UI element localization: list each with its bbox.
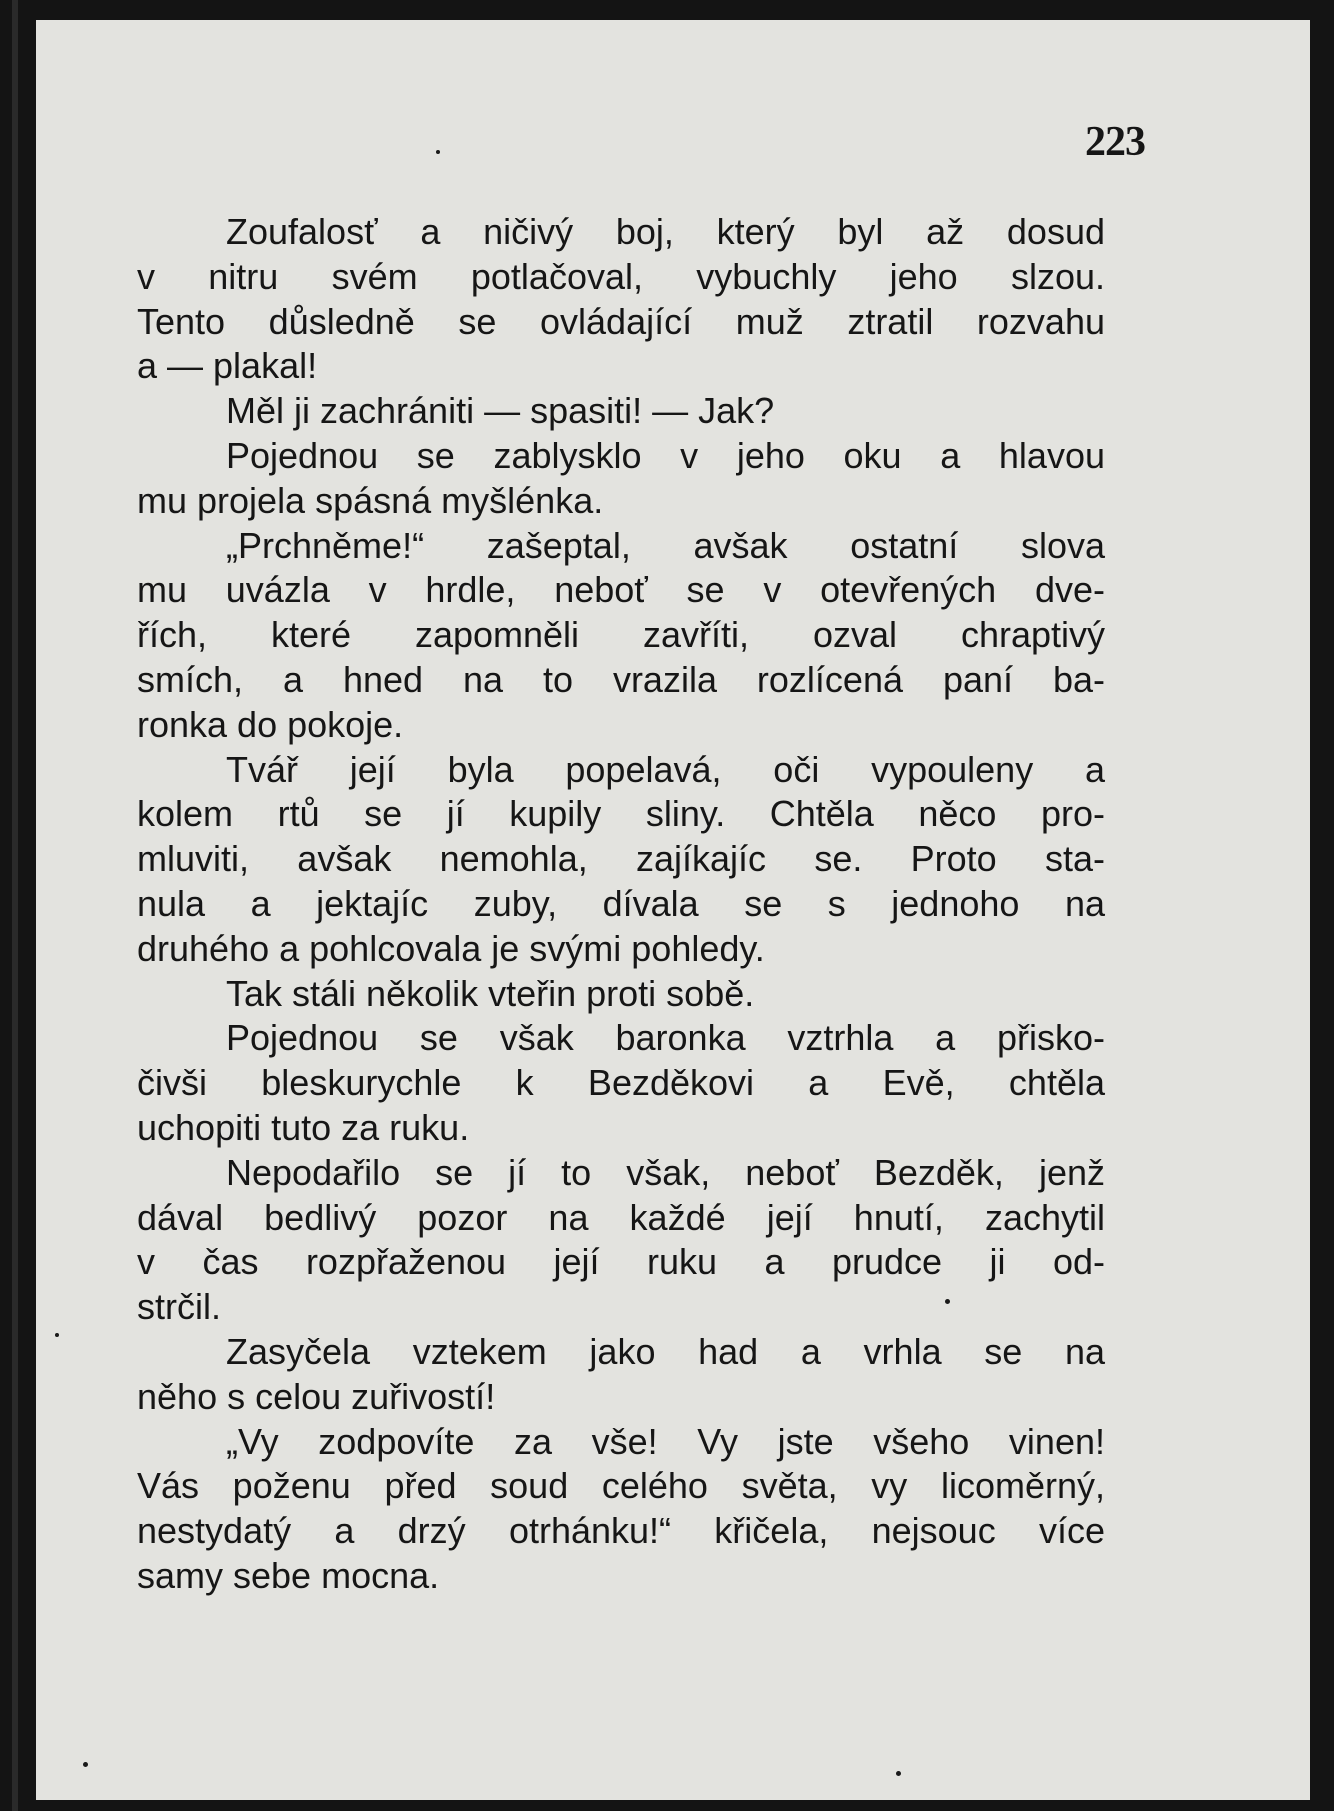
text-line: druhého a pohlcovala je svými pohledy.	[137, 927, 765, 969]
text-line: nula a jektajíc zuby, dívala se s jednoho na	[137, 882, 1105, 924]
text-line: řích, které zapomněli zavříti, ozval chraptivý	[137, 614, 1105, 656]
text-line: „Vy zodpovíte za vše! Vy jste všeho vinen!	[226, 1420, 1105, 1462]
ink-speck	[83, 1762, 88, 1767]
text-line: mu uvázla v hrdle, neboť se v otevřených dve-	[137, 569, 1105, 611]
text-line: Vás poženu před soud celého světa, vy licoměrný,	[137, 1465, 1105, 1507]
ink-speck	[55, 1333, 59, 1337]
text-line: Pojednou se však baronka vztrhla a přisko-	[226, 1017, 1105, 1059]
text-line: strčil.	[137, 1286, 221, 1328]
ink-speck	[896, 1771, 901, 1776]
text-line: a — plakal!	[137, 345, 318, 387]
text-line: mu projela spásná myšlénka.	[137, 479, 604, 521]
ink-speck	[436, 150, 440, 154]
text-line: Tak stáli několik vteřin proti sobě.	[226, 972, 755, 1014]
text-line: něho s celou zuřivostí!	[137, 1375, 496, 1417]
text-line: Měl ji zachrániti — spasiti! — Jak?	[226, 390, 775, 432]
text-line: čivši bleskurychle k Bezděkovi a Evě, chtěla	[137, 1062, 1105, 1104]
text-line: Tvář její byla popelavá, oči vypouleny a	[226, 748, 1105, 790]
body-text	[137, 210, 1105, 1599]
text-line: kolem rtů se jí kupily sliny. Chtěla něco pro-	[137, 793, 1105, 835]
text-line: ronka do pokoje.	[137, 703, 404, 745]
text-line: smích, a hned na to vrazila rozlícená paní ba-	[137, 658, 1105, 700]
text-line: mluviti, avšak nemohla, zajíkajíc se. Proto sta-	[137, 838, 1105, 880]
text-line: uchopiti tuto za ruku.	[137, 1106, 470, 1148]
text-line: Zasyčela vztekem jako had a vrhla se na	[226, 1330, 1105, 1372]
text-line: v nitru svém potlačoval, vybuchly jeho slzou.	[137, 255, 1105, 297]
text-line: Pojednou se zablysklo v jeho oku a hlavou	[226, 434, 1105, 476]
text-line: nestydatý a drzý otrhánku!“ křičela, nejsouc více	[137, 1510, 1105, 1552]
text-line: „Prchněme!“ zašeptal, avšak ostatní slova	[226, 524, 1105, 566]
text-line: v čas rozpřaženou její ruku a prudce ji od-	[137, 1241, 1105, 1283]
page-number: 223	[1085, 119, 1145, 165]
text-line: Zoufalosť a ničivý boj, který byl až dosud	[226, 211, 1105, 252]
text-line: dával bedlivý pozor na každé její hnutí, zachytil	[137, 1196, 1105, 1238]
text-line: Nepodařilo se jí to však, neboť Bezděk, jenž	[226, 1151, 1105, 1193]
text-line: samy sebe mocna.	[137, 1554, 440, 1596]
ink-speck	[945, 1299, 950, 1304]
scan-edge-rule	[12, 0, 18, 1811]
text-line: Tento důsledně se ovládající muž ztratil rozvahu	[137, 300, 1105, 342]
